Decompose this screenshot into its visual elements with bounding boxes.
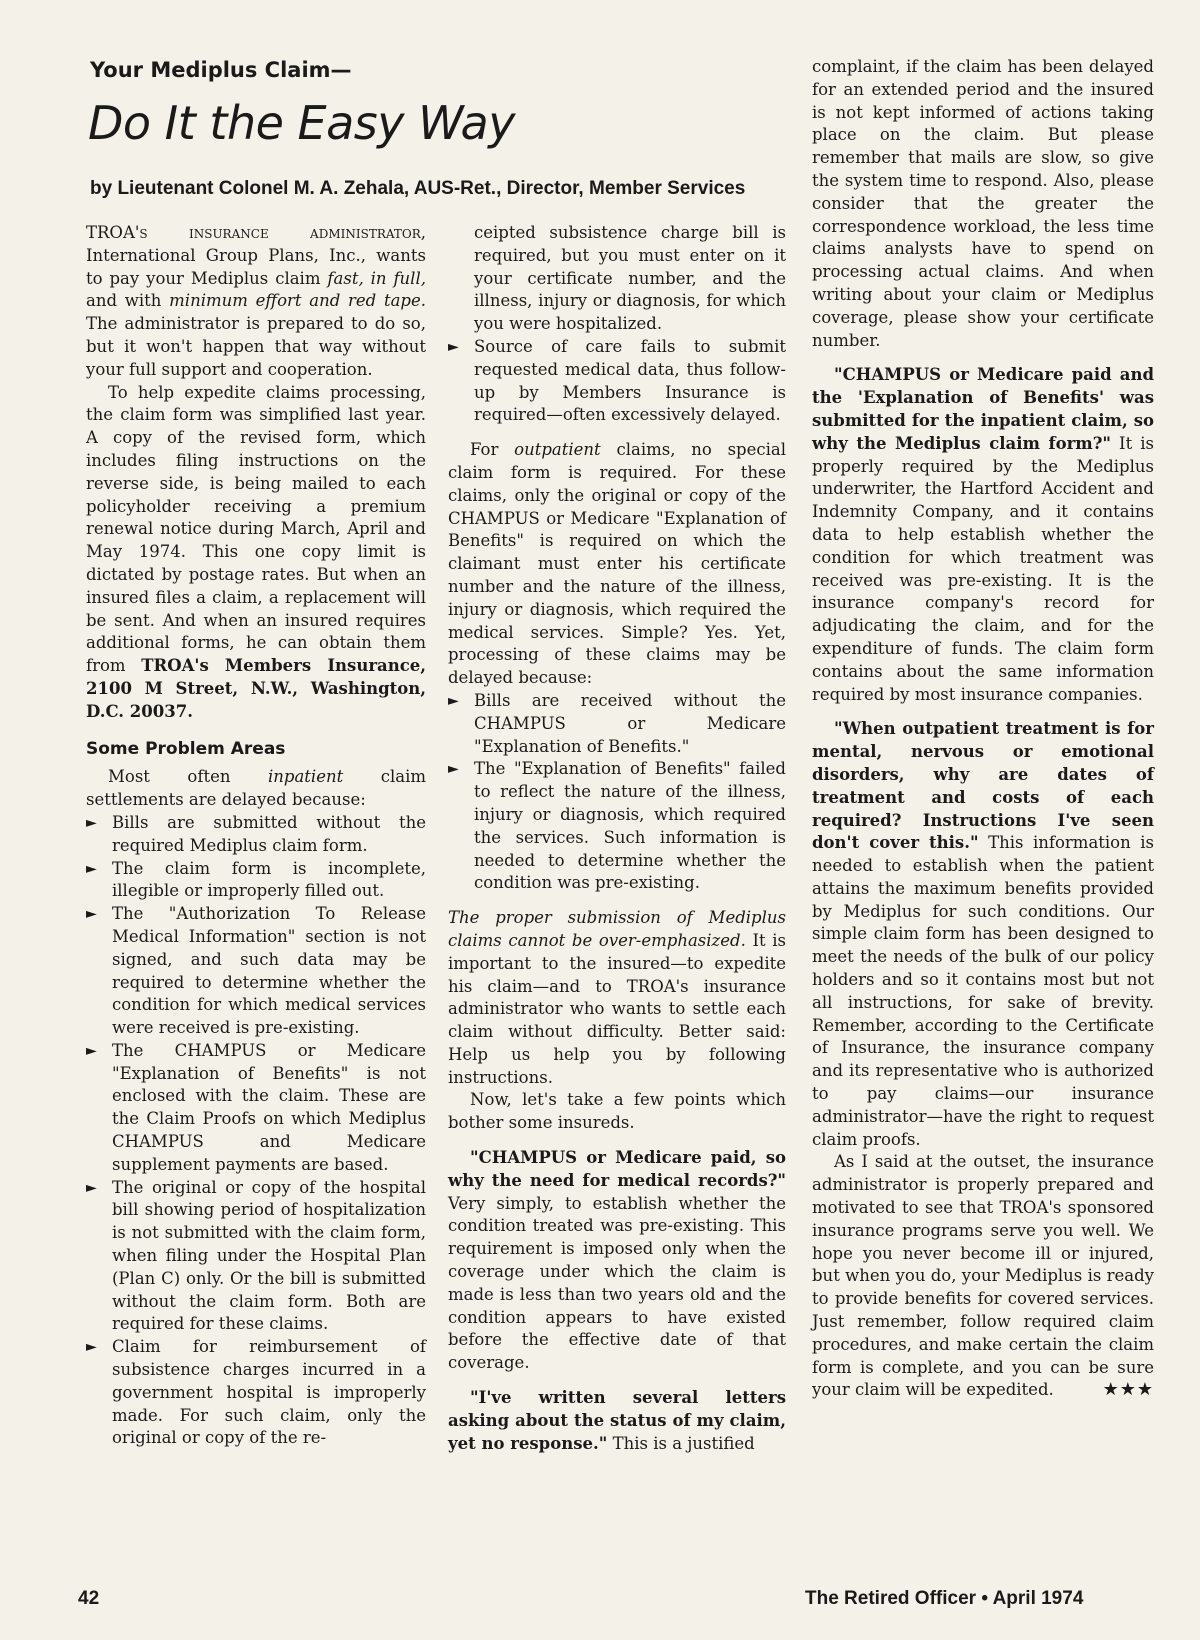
triangle-bullet-icon: ► xyxy=(448,692,459,709)
bullet-separator: • xyxy=(981,1588,988,1609)
list-item: ► The CHAMPUS or Medicare "Explanation of Benefits" is not enclosed with the claim. These are the Claim Proofs on which Mediplus CHAMPUS and Medicare supplement payments are based. xyxy=(86,1040,426,1177)
paragraph-outpatient: For outpatient claims, no special claim form is required. For these claims, only the original or copy of the CHAMPUS or Medicare "Explanation of Benefits" is required on which the claimant must enter his certificate number and the nature of the illness, injury or diagnosis, which required the medical services. Simple? Yes. Yet, processing of these claims may be delayed because: xyxy=(448,440,786,688)
question-medical-records: "CHAMPUS or Medicare paid, so why the need for medical records?" Very simply, to establish whether the condition treated was pre-existing. This requirement is imposed only when the coverage under which the claim is made is less than two years old and the condition appears to have existed before the effective date of that coverage. xyxy=(448,1148,786,1373)
article-byline: by Lieutenant Colonel M. A. Zehala, AUS-Ret., Director, Member Services xyxy=(90,178,746,199)
list-item: ► Bills are received without the CHAMPUS or Medicare "Explanation of Benefits." xyxy=(448,690,786,758)
list-item: ► The original or copy of the hospital bill showing period of hospitalization is not submitted with the claim form, when filing under the Hospital Plan (Plan C) only. Or the bill is submitted without the claim form. Both are required for these claims. xyxy=(86,1177,426,1337)
paragraph-points: Now, let's take a few points which bother some insureds. xyxy=(448,1090,786,1133)
triangle-bullet-icon: ► xyxy=(86,1179,97,1196)
triangle-bullet-icon: ► xyxy=(448,761,459,778)
triangle-bullet-icon: ► xyxy=(448,338,459,355)
publication-footer: The Retired Officer • April 1974 xyxy=(805,1588,1084,1609)
list-item: ► Source of care fails to submit requested medical data, thus follow-up by Members Insurance is required—often excessively delayed. xyxy=(448,336,786,427)
list-item: ► The "Explanation of Benefits" failed to reflect the nature of the illness, injury or diagnosis, which required the services. Such information is needed to determine whether the condition was pre-existing. xyxy=(448,758,786,895)
page-number: 42 xyxy=(78,1588,100,1609)
list-item: ► The "Authorization To Release Medical Information" section is not signed, and such data may be required to determine whether the condition for which medical services were received is pre-existing. xyxy=(86,903,426,1040)
question-outpatient-treatment: "When outpatient treatment is for mental, nervous or emotional disorders, why are dates of treatment and costs of each required? Instructions I've seen don't cover this." This information is needed to establish when the patient attains the maximum benefits provided by Mediplus for such conditions. Our simple claim form has been designed to meet the needs of the bulk of our policy holders and so it contains most but not all instructions, for sake of brevity. Remember, according to the Certificate of Insurance, the insurance company and its representative who is authorized to pay claims—our insurance administrator—have the right to request claim proofs. xyxy=(812,719,1154,1149)
triangle-bullet-icon: ► xyxy=(86,906,97,923)
column-1 xyxy=(86,222,426,1450)
column-2 xyxy=(448,222,786,1455)
question-claim-status: "I've written several letters asking about the status of my claim, yet no response." This is a justified xyxy=(448,1388,786,1453)
paragraph-proper-submission: The proper submission of Mediplus claims cannot be over-emphasized. It is important to the insured—to expedite his claim—and to TROA's insurance administrator who wants to settle each claim without difficulty. Better said: Help us help you by following instructions. xyxy=(448,908,786,1087)
triangle-bullet-icon: ► xyxy=(86,1042,97,1059)
list-item: ► The claim form is incomplete, illegible or improperly filled out. xyxy=(86,858,426,904)
list-item: ► Bills are submitted without the required Mediplus claim form. xyxy=(86,812,426,858)
paragraph-intro: TROA's insurance administrator, International Group Plans, Inc., wants to pay your Mediplus claim fast, in full, and with minimum effort and red tape. The administrator is prepared to do so, but it won't happen that way without your full support and cooperation. xyxy=(86,223,426,379)
question-claim-form: "CHAMPUS or Medicare paid and the 'Explanation of Benefits' was submitted for the inpatient claim, so why the Mediplus claim form?" It is properly required by the Mediplus underwriter, the Hartford Accident and Indemnity Company, and it contains data to help establish whether the condition for which treatment was received was pre-existing. It is the insurance company's record for adjudicating the claim, and for the expenditure of funds. The claim form contains about the same information required by most insurance companies. xyxy=(812,365,1154,704)
triangle-bullet-icon: ► xyxy=(86,1339,97,1356)
triangle-bullet-icon: ► xyxy=(86,814,97,831)
paragraph-inpatient: Most often inpatient claim settlements are delayed because: xyxy=(86,767,426,810)
triangle-bullet-icon: ► xyxy=(86,860,97,877)
article-kicker: Your Mediplus Claim— xyxy=(90,58,352,82)
article-title: Do It the Easy Way xyxy=(88,96,515,150)
paragraph-continued: ceipted subsistence charge bill is required, but you must enter on it your certificate number, and the illness, injury or diagnosis, for which you were hospitalized. xyxy=(474,223,786,334)
paragraph-continued: complaint, if the claim has been delayed for an extended period and the insured is not kept informed of actions taking place on the claim. But please remember that mails are slow, so give the system time to respond. Also, please consider that the greater the correspondence workload, the less time claims analysts have to spend on processing actual claims. And when writing about your claim or Mediplus coverage, please show your certificate number. xyxy=(812,57,1154,350)
end-stars-icon: ★★★ xyxy=(1102,1379,1154,1401)
paragraph-conclusion: As I said at the outset, the insurance administrator is properly prepared and motivated to see that TROA's sponsored insurance programs serve you well. We hope you never become ill or injured, but when you do, your Mediplus is ready to provide benefits for covered services. Just remember, follow required claim procedures, and make certain the claim form is complete, and you can be sure your claim will be expedited. ★★★ xyxy=(812,1152,1154,1401)
subhead-problem-areas: Some Problem Areas xyxy=(86,738,286,759)
list-item: ► Claim for reimbursement of subsistence charges incurred in a government hospital is improperly made. For such claim, only the original or copy of the re- xyxy=(86,1336,426,1450)
paragraph-claim-form: To help expedite claims processing, the claim form was simplified last year. A copy of the revised form, which includes filing instructions on the reverse side, is being mailed to each policyholder receiving a premium renewal notice during March, April and May 1974. This one copy limit is dictated by postage rates. But when an insured files a claim, a replacement will be sent. And when an insured requires additional forms, he can obtain them from TROA's Members Insurance, 2100 M Street, N.W., Washington, D.C. 20037. xyxy=(86,382,426,721)
column-3 xyxy=(812,56,1154,1402)
